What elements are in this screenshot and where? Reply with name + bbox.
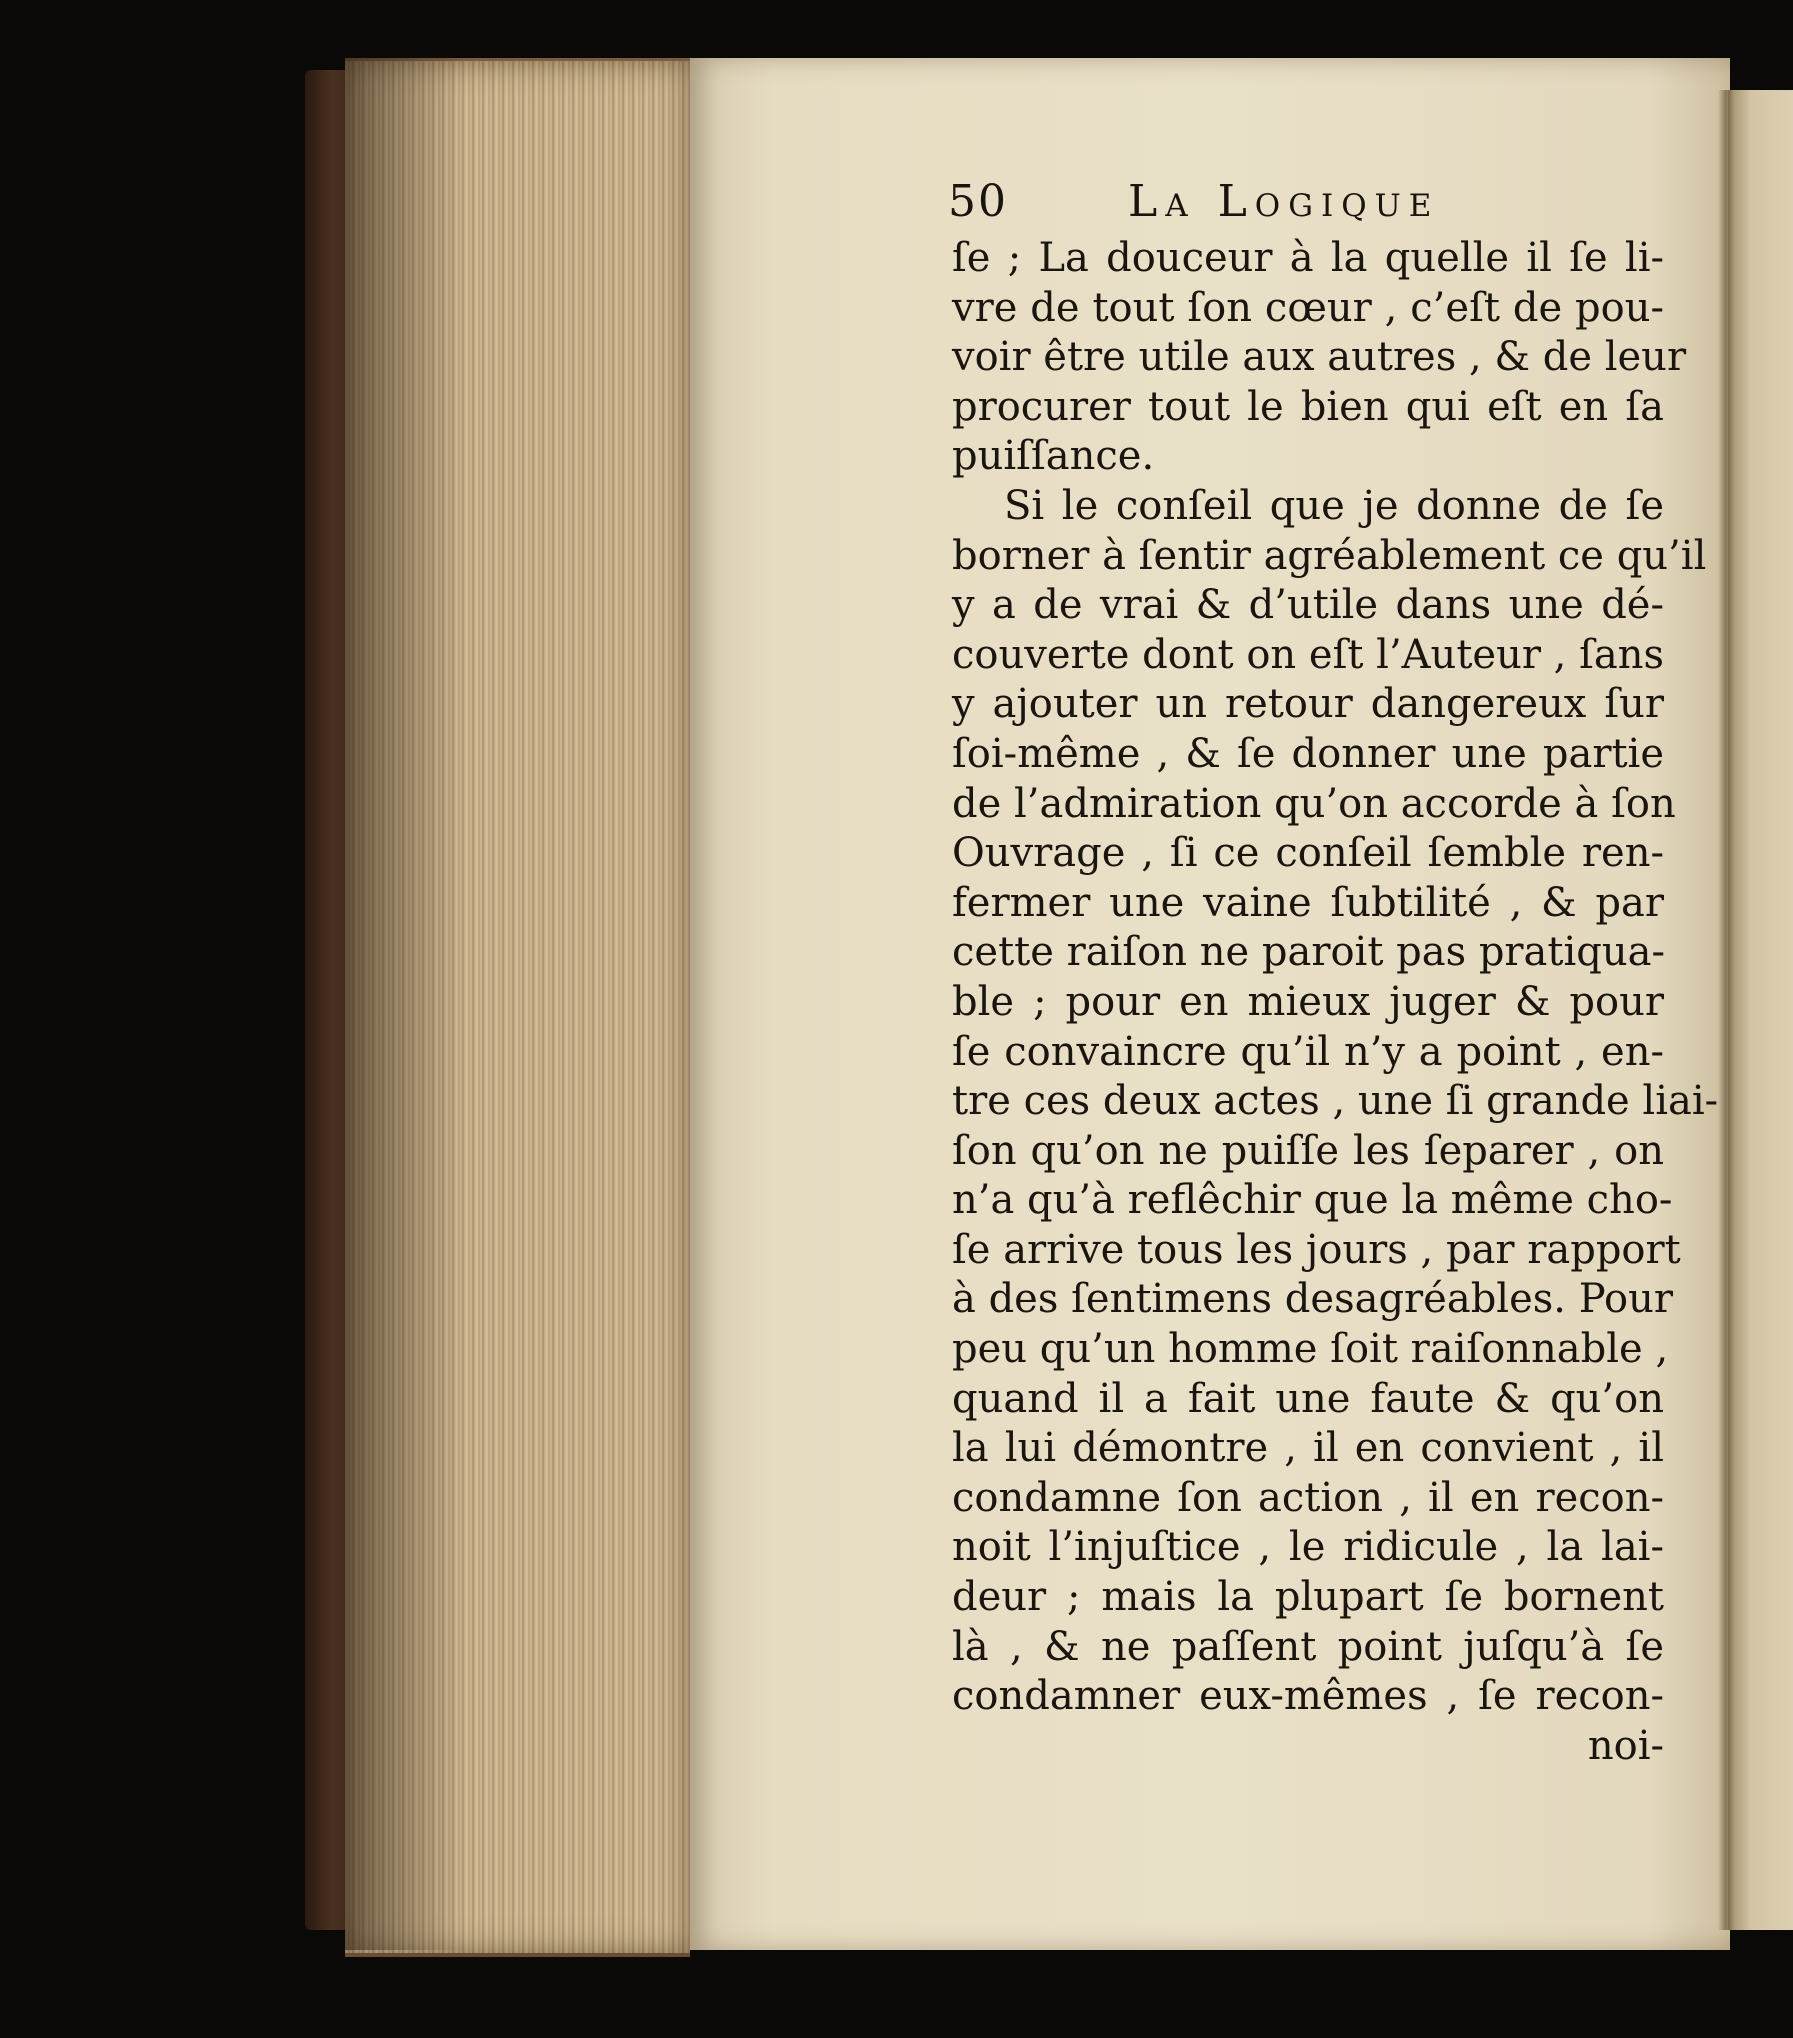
text-line: là , & ne paſſent point juſqu’à ſe [952,1623,1664,1670]
text-line: vre de tout ſon cœur , c’eſt de pou- [952,284,1664,331]
text-line: peu qu’un homme ſoit raiſonnable , [952,1326,1669,1373]
text-line: ble ; pour en mieux juger & pour [952,978,1664,1025]
text-block [952,234,1719,1771]
page-number: 50 [948,176,1008,227]
text-line: y ajouter un retour dangereux ſur [952,681,1664,728]
text-line: ſe convaincre qu’il n’y a point , en- [952,1028,1664,1075]
text-line: tre ces deux actes , une ſi grande liai- [952,1078,1719,1125]
text-line: y a de vrai & d’utile dans une dé- [952,582,1664,629]
text-line: ſon qu’on ne puiſſe les ſeparer , on [952,1127,1664,1174]
text-line: ſoi-même , & ſe donner une partie [952,730,1664,777]
text-line: cette raiſon ne paroit pas pratiqua- [952,929,1665,976]
text-line: ſe ; La douceur à la quelle il ſe li- [952,235,1664,281]
text-line: Si le conſeil que je donne de ſe [1004,482,1664,529]
text-line: deur ; mais la plupart ſe bornent [952,1574,1664,1621]
text-line: condamner eux-mêmes , ſe recon- [952,1673,1664,1720]
header-title: La Logique [1128,176,1440,227]
text-line: ſe arrive tous les jours , par rapport [952,1226,1681,1273]
edge-shadow [345,58,465,1950]
text-line: de l’admiration qu’on accorde à ſon [952,780,1676,827]
text-line: voir être utile aux autres , & de leur [952,334,1687,381]
text-line: la lui démontre , il en convient , il [952,1425,1664,1472]
text-line: borner à ſentir agréablement ce qu’il [952,532,1707,579]
text-line: noit l’injuſtice , le ridicule , la lai- [952,1524,1664,1571]
gutter-shadow [1718,90,1734,1930]
text-line: fermer une vaine ſubtilité , & par [952,879,1664,926]
text-line: à des ſentimens desagréables. Pour [952,1276,1673,1323]
text-line: couverte dont on eſt l’Auteur , ſans [952,631,1665,678]
text-line: quand il a fait une faute & qu’on [952,1375,1664,1422]
catchword: noi- [1587,1722,1664,1769]
text-line: procurer tout le bien qui eſt en ſa [952,383,1664,430]
running-head [948,176,1668,232]
text-line: Ouvrage , ſi ce conſeil ſemble ren- [952,830,1664,877]
facing-page-edge [1728,90,1793,1930]
text-line: condamne ſon action , il en recon- [952,1474,1664,1521]
text-line: n’a qu’à reflêchir que la même cho- [952,1177,1673,1224]
text-line: puiſſance. [952,433,1155,480]
